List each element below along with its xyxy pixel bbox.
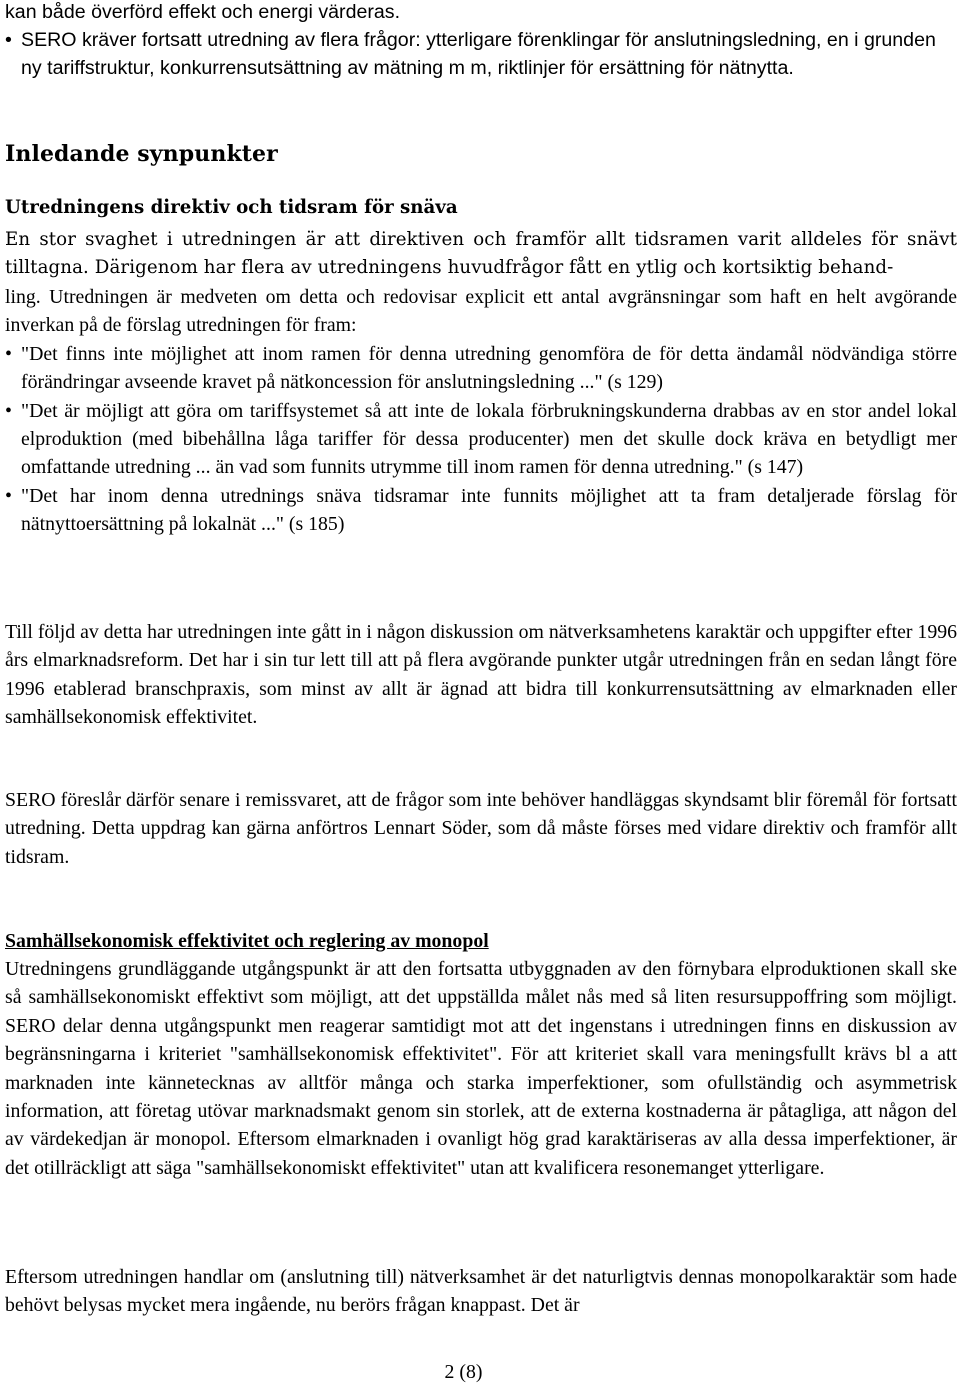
section-heading-samhallsekonomisk: Samhällsekonomisk effektivitet och reglering av monopol	[5, 930, 489, 952]
paragraph-utgangspunkt: Utredningens grundläggande utgångspunkt är att den fortsatta utbyggnaden av den förnybara elproduktionen skall ske så samhällsekonomiskt effektivt som möjligt, att det uppställda målet nås med så liten resursuppoffring som möjligt. SERO delar denna utgångspunkt men reagerar samtidigt mot att det ingenstans i utredningen finns en diskussion av begränsningarna i kriteriet "samhällsekonomisk effektivitet". För att kriteriet skall vara meningsfullt krävs bl a att marknaden inte kännetecknas av alltför många och starka imperfektioner, som ofullständig och asymmetrisk information, att företag utövar marknadsmakt genom sin storlek, att de externa kostnaderna är påtagliga, att någon del av värdekedjan är monopol. Eftersom elmarknaden i ovanligt hög grad karaktäriseras av alla dessa imperfektioner, är det otillräckligt att säga "samhällsekonomiskt effektivitet" utan att kvalificera resonemanget ytterligare.	[5, 958, 957, 1179]
intro-bullet-text: SERO kräver fortsatt utredning av flera frågor: ytterligare förenklingar för anslutningsledning, en i grunden ny tariffstruktur, konkurrensutsättning av mätning m m, riktlinjer för ersättning för nätnytta.	[21, 29, 936, 80]
bullet-icon: •	[5, 484, 12, 507]
paragraph-sero-foreslar: SERO föreslår därför senare i remissvaret, att de frågor som inte behöver handläggas skyndsamt blir föremål för fortsatt utredning. Detta uppdrag kan gärna anförtros Lennart Söder, som då måste förses med vidare direktiv och framför allt tidsram.	[5, 789, 957, 868]
quote-item	[5, 340, 957, 397]
quote-item	[5, 397, 957, 482]
quote-text: "Det har inom denna utrednings snäva tidsramar inte funnits möjlighet att ta fram detaljerade förslag för nätnyttoersättning på lokalnät ..." (s 185)	[21, 484, 957, 536]
bullet-icon: •	[5, 342, 12, 365]
page-number: 2 (8)	[444, 1361, 483, 1383]
subheading-direktiv: Utredningens direktiv och tidsram för snäva	[5, 197, 458, 218]
bullet-icon: •	[5, 29, 12, 51]
paragraph-direktiv-part2: ling. Utredningen är medveten om detta och redovisar explicit ett antal avgränsningar som haft en helt avgörande inverkan på de förslag utredningen för fram:	[5, 286, 957, 337]
carry-over-line: kan både överförd effekt och energi värderas.	[5, 1, 401, 23]
quote-text: "Det är möjligt att göra om tariffsystemet så att inte de lokala förbrukningskunderna drabbas av en stor andel lokal elproduktion (med bibehållna låga tariffer för dessa producenter) men det skulle dock kräva en betydligt mer omfattande utredning ... än vad som funnits utrymme till inom ramen för denna utredning." (s 147)	[21, 399, 957, 479]
bullet-icon: •	[5, 399, 12, 422]
section-heading-inledande: Inledande synpunkter	[5, 141, 278, 167]
paragraph-till-foljd: Till följd av detta har utredningen inte gått in i någon diskussion om nätverksamhetens karaktär och uppgifter efter 1996 års elmarknadsreform. Det har i sin tur lett till att på flera avgörande punkter utgår utredningen från en sedan långt före 1996 etablerad branschpraxis, som minst av allt är ägnad att bidra till konkurrensutsättning av elmarknaden eller samhällsekonomisk effektivitet.	[5, 621, 957, 729]
quote-item	[5, 482, 957, 539]
quote-text: "Det finns inte möjlighet att inom ramen för denna utredning genomföra de för detta ändamål nödvändiga större förändringar avseende kravet på nätkoncession för anslutningsledning ..." (s 129)	[21, 342, 957, 394]
intro-bullet	[5, 26, 957, 83]
paragraph-direktiv-part1: En stor svaghet i utredningen är att direktiven och framför allt tidsramen varit alldeles för snävt tilltagna. Därigenom har flera av utredningens huvudfrågor fått en ytlig och kortsiktig behand-	[5, 229, 957, 279]
paragraph-monopol: Eftersom utredningen handlar om (anslutning till) nätverksamhet är det naturligtvis dennas monopolkaraktär som hade behövt belysas mycket mera ingående, nu berörs frågan knappast. Det är	[5, 1266, 957, 1317]
direktiv-body	[5, 283, 957, 539]
